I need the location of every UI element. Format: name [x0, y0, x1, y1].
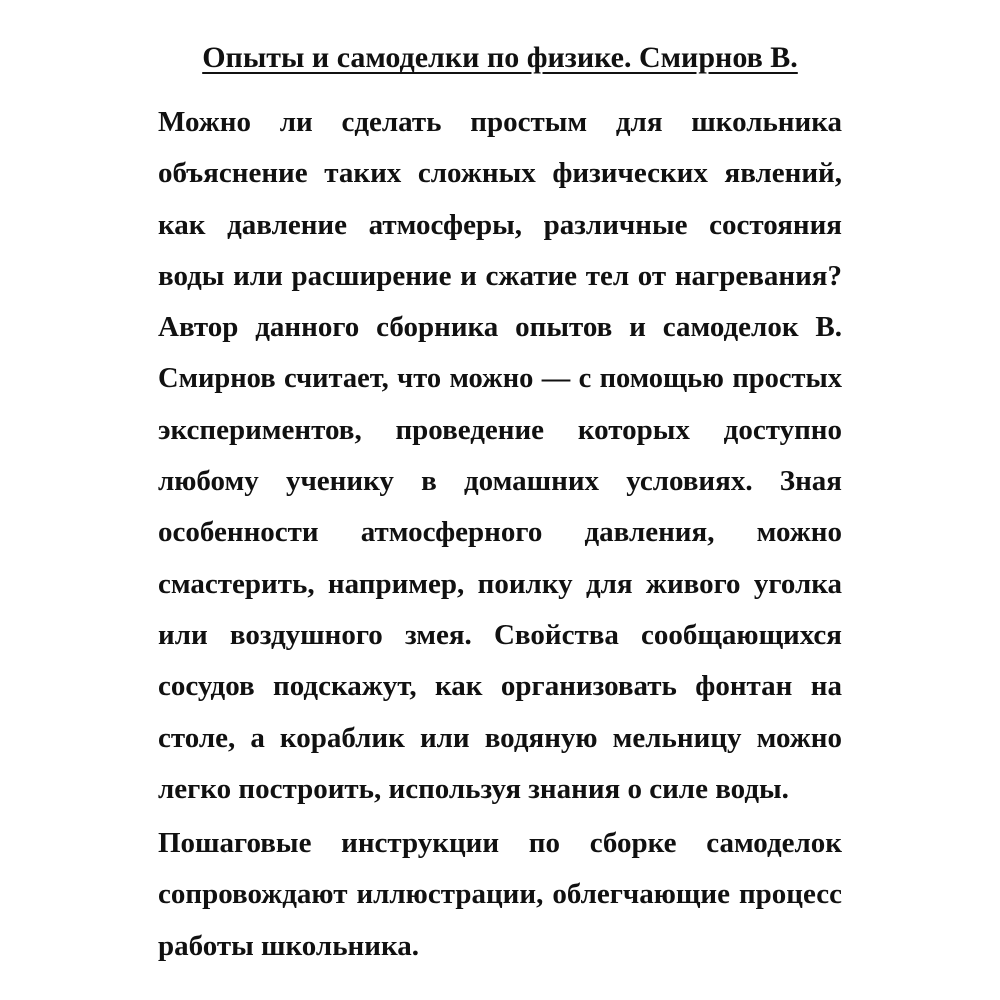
paragraph-2: [158, 818, 842, 972]
paragraph-line: или воздушного змея. Свойства сообщающихся: [158, 618, 842, 651]
paragraph-line: воды или расширение и сжатие тел от нагревания?: [158, 259, 842, 292]
document-title: Опыты и самоделки по физике. Смирнов В.: [202, 41, 798, 74]
paragraph-line: смастерить, например, поилку для живого уголка: [158, 567, 842, 600]
paragraph-line: любому ученику в домашних условиях. Зная: [158, 465, 842, 498]
paragraph-line: Можно ли сделать простым для школьника: [158, 106, 842, 138]
paragraph-line: сосудов подскажут, как организовать фонтан на: [158, 670, 842, 703]
paragraph-1: [158, 97, 842, 815]
paragraph-line: особенности атмосферного давления, можно: [158, 516, 842, 549]
paragraph-line: Пошаговые инструкции по сборке самоделок: [158, 827, 842, 859]
paragraph-line: как давление атмосферы, различные состояния: [158, 208, 842, 241]
paragraph-line: сопровождают иллюстрации, облегчающие процесс: [158, 878, 842, 911]
paragraph-line: экспериментов, проведение которых доступно: [158, 413, 842, 446]
paragraph-line: Автор данного сборника опытов и самоделок В.: [158, 311, 842, 344]
paragraph-line: легко построить, используя знания о силе воды.: [158, 772, 789, 805]
paragraph-line: Смирнов считает, что можно — с помощью простых: [158, 363, 842, 395]
paragraph-line: столе, а кораблик или водяную мельницу можно: [158, 721, 842, 754]
paragraph-line: работы школьника.: [158, 929, 419, 962]
paragraph-line: объяснение таких сложных физических явлений,: [158, 157, 842, 190]
